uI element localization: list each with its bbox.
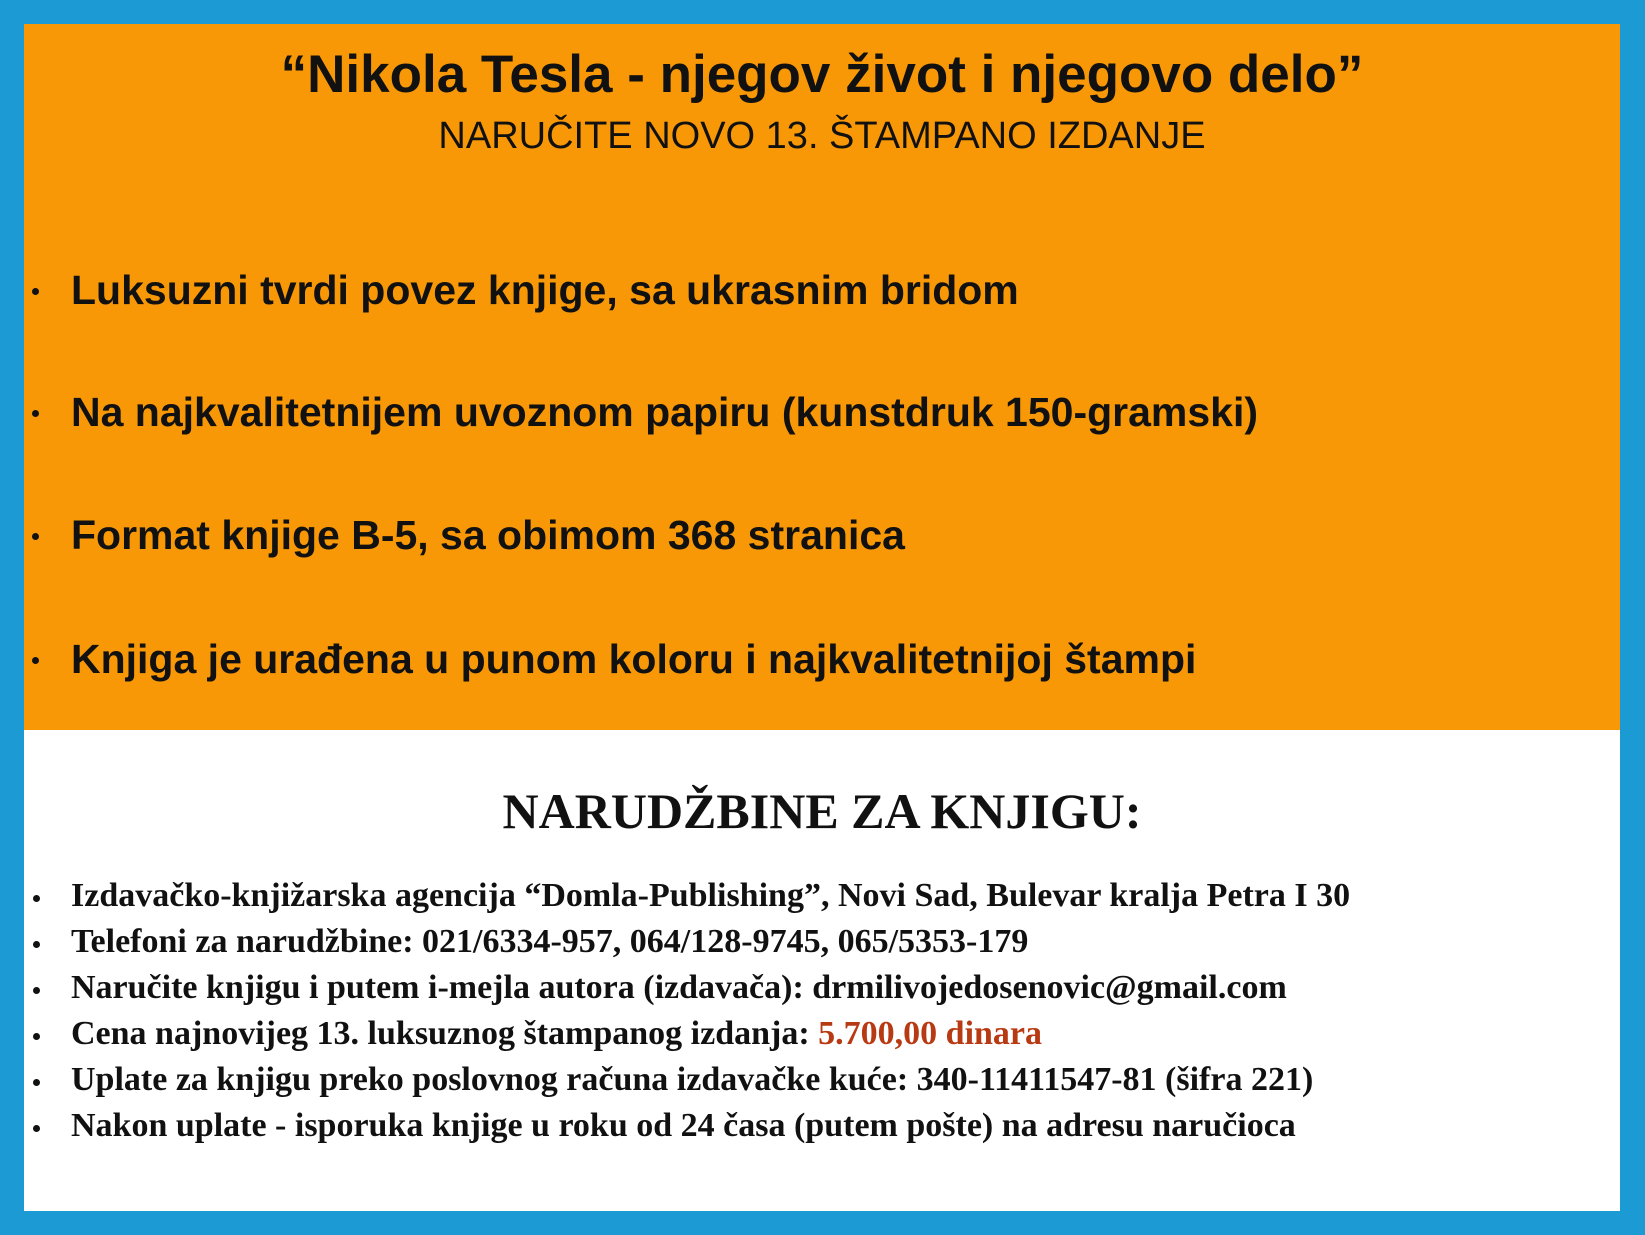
flyer bbox=[24, 24, 1620, 1211]
bullet-icon bbox=[33, 1125, 40, 1132]
order-info-item bbox=[24, 1058, 1620, 1102]
feature-text: Luksuzni tvrdi povez knjige, sa ukrasnim bridom bbox=[71, 267, 1019, 313]
bullet-icon bbox=[33, 1033, 40, 1040]
bullet-icon bbox=[33, 987, 40, 994]
bullet-icon bbox=[32, 533, 39, 540]
bullet-icon bbox=[32, 288, 39, 295]
promo-banner bbox=[24, 24, 1620, 730]
book-title: “Nikola Tesla - njegov život i njegovo delo” bbox=[280, 45, 1364, 104]
delivery-info: Nakon uplate - isporuka knjige u roku od 24 časa (putem pošte) na adresu naručioca bbox=[71, 1107, 1296, 1144]
feature-text: Knjiga je urađena u punom koloru i najkvalitetnijoj štampi bbox=[71, 636, 1197, 682]
price-value: 5.700,00 dinara bbox=[818, 1015, 1043, 1052]
order-info-item bbox=[24, 1104, 1620, 1148]
order-info-item bbox=[24, 1012, 1620, 1056]
orders-heading: NARUDŽBINE ZA KNJIGU: bbox=[502, 783, 1142, 839]
price-label: Cena najnovijeg 13. luksuznog štampanog izdanja: bbox=[71, 1015, 819, 1052]
feature-item bbox=[24, 505, 1620, 565]
order-email: Naručite knjigu i putem i-mejla autora (izdavača): drmilivojedosenovic@gmail.com bbox=[71, 969, 1287, 1006]
order-info-item bbox=[24, 920, 1620, 964]
payment-account: Uplate za knjigu preko poslovnog računa izdavačke kuće: 340-11411547-81 (šifra 221) bbox=[71, 1061, 1314, 1098]
bullet-icon bbox=[32, 657, 39, 664]
bullet-icon bbox=[33, 895, 40, 902]
bullet-icon bbox=[33, 941, 40, 948]
bullet-icon bbox=[32, 410, 39, 417]
publisher-address: Izdavačko-knjižarska agencija “Domla-Publishing”, Novi Sad, Bulevar kralja Petra I 30 bbox=[71, 877, 1351, 914]
edition-subtitle: NARUČITE NOVO 13. ŠTAMPANO IZDANJE bbox=[438, 115, 1206, 157]
order-info-item bbox=[24, 966, 1620, 1010]
price-line bbox=[71, 1012, 1042, 1056]
feature-item bbox=[24, 629, 1620, 689]
feature-text: Na najkvalitetnijem uvoznom papiru (kunstdruk 150-gramski) bbox=[71, 389, 1259, 435]
bullet-icon bbox=[33, 1079, 40, 1086]
order-phones: Telefoni za narudžbine: 021/6334-957, 064/128-9745, 065/5353-179 bbox=[71, 923, 1029, 960]
feature-item bbox=[24, 382, 1620, 442]
order-info-item bbox=[24, 874, 1620, 918]
feature-item bbox=[24, 260, 1620, 320]
feature-text: Format knjige B-5, sa obimom 368 stranica bbox=[71, 512, 905, 558]
